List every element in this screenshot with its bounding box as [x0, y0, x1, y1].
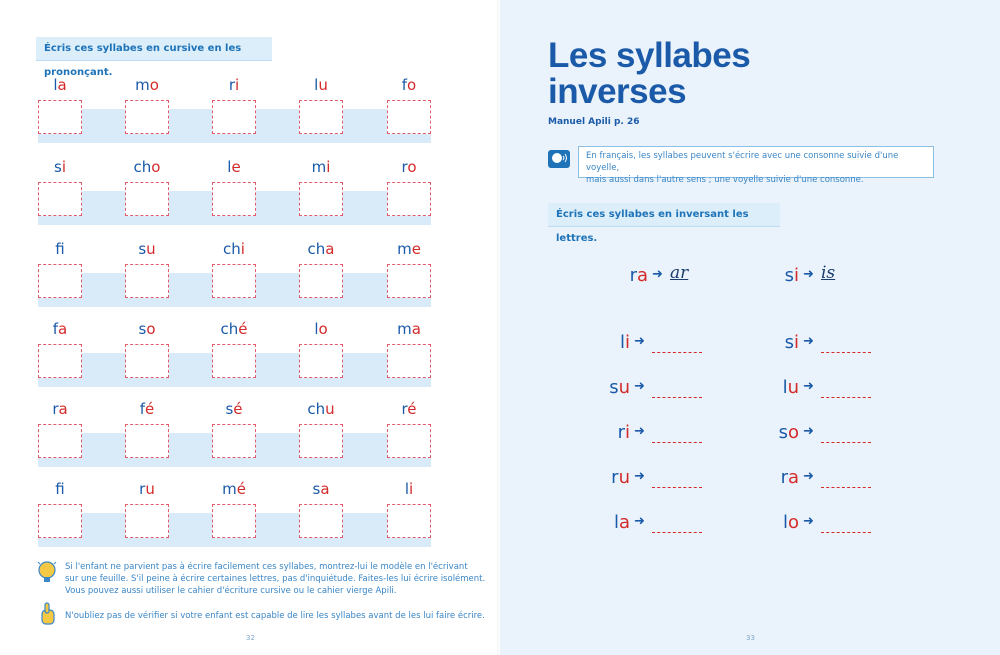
- writing-box[interactable]: [212, 100, 256, 134]
- syllable-cell: [387, 76, 431, 156]
- syllable-label: [18, 76, 102, 94]
- syllable-cell: [387, 320, 431, 400]
- writing-box[interactable]: [387, 182, 431, 216]
- syllable-label: [18, 320, 102, 338]
- syllable-label: [192, 480, 276, 498]
- syllable-vowel: i: [240, 240, 245, 258]
- syllable-vowel: o: [151, 158, 161, 176]
- syllable-consonant: l: [227, 158, 232, 176]
- syllable-row: [38, 480, 431, 560]
- manual-reference: Manuel Apili p. 26: [548, 117, 640, 127]
- answer-line[interactable]: [821, 352, 871, 353]
- writing-box[interactable]: [299, 182, 343, 216]
- arrow-right-icon: ➜: [634, 469, 645, 484]
- writing-box[interactable]: [387, 424, 431, 458]
- syllable-label: [18, 400, 102, 418]
- syllable-cell: [38, 240, 82, 320]
- syllable-consonant: s: [778, 422, 788, 443]
- syllable-label: [105, 480, 189, 498]
- syllable-cell: [125, 320, 169, 400]
- syllable-cell: [125, 158, 169, 238]
- syllable-cell: [387, 400, 431, 480]
- syllable-cell: [38, 400, 82, 480]
- syllable-cell: [387, 158, 431, 238]
- inversion-item: [749, 467, 909, 493]
- syllable-consonant: s: [609, 377, 619, 398]
- inversion-item: [749, 422, 909, 448]
- syllable-label: [279, 320, 363, 338]
- syllable-label: [192, 158, 276, 176]
- syllable-consonant: s: [312, 480, 321, 498]
- syllable-label: [749, 332, 799, 353]
- arrow-right-icon: ➜: [803, 469, 814, 484]
- syllable-vowel: a: [57, 76, 67, 94]
- writing-box[interactable]: [125, 344, 169, 378]
- syllable-consonant: m: [222, 480, 237, 498]
- writing-box[interactable]: [38, 264, 82, 298]
- syllable-cell: [299, 76, 343, 156]
- speaking-head-icon: [548, 150, 570, 168]
- writing-box[interactable]: [299, 424, 343, 458]
- syllable-label: [367, 320, 451, 338]
- arrow-right-icon: ➜: [803, 514, 814, 529]
- syllable-vowel: i: [793, 332, 799, 353]
- arrow-right-icon: ➜: [803, 267, 814, 282]
- writing-box[interactable]: [125, 100, 169, 134]
- syllable-consonant: s: [138, 320, 147, 338]
- inversion-item: [580, 422, 740, 448]
- syllable-vowel: é: [233, 400, 243, 418]
- syllable-label: [367, 400, 451, 418]
- syllable-label: [580, 512, 630, 533]
- lightbulb-icon: [36, 560, 58, 584]
- syllable-vowel: a: [618, 512, 630, 533]
- syllable-consonant: ch: [220, 320, 239, 338]
- syllable-consonant: ch: [223, 240, 241, 258]
- writing-box[interactable]: [212, 504, 256, 538]
- syllable-label: [192, 400, 276, 418]
- syllable-cell: [212, 480, 256, 560]
- syllable-label: [18, 240, 102, 258]
- syllable-consonant: l: [782, 377, 788, 398]
- syllable-vowel: o: [318, 320, 328, 338]
- syllable-consonant: f: [55, 240, 65, 258]
- syllable-label: [105, 158, 189, 176]
- syllable-consonant: r: [611, 467, 619, 488]
- syllable-vowel: a: [58, 320, 68, 338]
- syllable-label: [580, 377, 630, 398]
- arrow-right-icon: ➜: [634, 379, 645, 394]
- arrow-right-icon: ➜: [634, 424, 645, 439]
- writing-box[interactable]: [38, 344, 82, 378]
- syllable-vowel: u: [787, 377, 799, 398]
- syllable-label: [105, 76, 189, 94]
- syllable-vowel: i: [624, 422, 630, 443]
- syllable-cell: [212, 158, 256, 238]
- syllable-cell: [38, 320, 82, 400]
- syllable-label: [367, 76, 451, 94]
- syllable-vowel: e: [411, 240, 421, 258]
- syllable-cell: [299, 480, 343, 560]
- syllable-consonant: l: [613, 512, 619, 533]
- syllable-consonant: l: [53, 76, 58, 94]
- syllable-vowel: a: [411, 320, 421, 338]
- syllable-label: [367, 480, 451, 498]
- syllable-consonant: r: [401, 400, 408, 418]
- syllable-consonant: r: [617, 422, 625, 443]
- syllable-consonant: ch: [307, 240, 326, 258]
- syllable-vowel: u: [618, 467, 630, 488]
- syllable-row: [38, 76, 431, 156]
- answer-line[interactable]: [821, 487, 871, 488]
- syllable-cell: [212, 320, 256, 400]
- syllable-label: [105, 240, 189, 258]
- raised-finger-icon: [36, 602, 58, 626]
- syllable-consonant: s: [54, 158, 62, 176]
- page-number: 33: [746, 634, 755, 642]
- syllable-cell: [38, 76, 82, 156]
- arrow-right-icon: ➜: [652, 267, 663, 282]
- inversion-item: [749, 265, 909, 291]
- writing-box[interactable]: [299, 100, 343, 134]
- writing-box[interactable]: [387, 264, 431, 298]
- syllable-vowel: é: [407, 400, 417, 418]
- syllable-consonant: l: [314, 320, 319, 338]
- writing-box[interactable]: [125, 504, 169, 538]
- inversion-item: [580, 512, 740, 538]
- syllable-vowel: i: [326, 158, 331, 176]
- syllable-consonant: f: [52, 320, 59, 338]
- instruction-banner: Écris ces syllabes en cursive en les prononçant.: [36, 37, 272, 61]
- syllable-vowel: i: [409, 480, 414, 498]
- syllable-vowel: o: [149, 76, 159, 94]
- syllable-vowel: o: [787, 512, 799, 533]
- syllable-cell: [125, 400, 169, 480]
- writing-box[interactable]: [212, 424, 256, 458]
- page-number: 32: [246, 634, 255, 642]
- syllable-consonant: l: [404, 480, 409, 498]
- syllable-label: [598, 265, 648, 286]
- arrow-right-icon: ➜: [634, 334, 645, 349]
- syllable-label: [192, 320, 276, 338]
- writing-box[interactable]: [38, 504, 82, 538]
- syllable-vowel: o: [407, 158, 417, 176]
- syllable-label: [749, 422, 799, 443]
- syllable-label: [580, 422, 630, 443]
- syllable-consonant: r: [629, 265, 637, 286]
- syllable-row: [38, 158, 431, 238]
- tip-text: Si l'enfant ne parvient pas à écrire facilement ces syllabes, montrez-lui le modèle en l'écrivant sur une feuille. S'il peine à écrire certaines lettres, pas d'inquiétude. Faites-les lui écrire isolément. Vous pouvez aussi utiliser le cahier d'écriture cursive ou le cahier vierge Apili.: [65, 562, 486, 596]
- writing-box[interactable]: [212, 344, 256, 378]
- syllable-consonant: r: [401, 158, 408, 176]
- syllable-cell: [212, 76, 256, 156]
- syllable-label: [580, 332, 630, 353]
- syllable-consonant: l: [619, 332, 625, 353]
- answer-line[interactable]: [821, 442, 871, 443]
- writing-box[interactable]: [38, 424, 82, 458]
- syllable-label: [279, 480, 363, 498]
- writing-box[interactable]: [212, 264, 256, 298]
- syllable-label: [18, 480, 102, 498]
- syllable-vowel: i: [624, 332, 630, 353]
- syllable-label: [367, 158, 451, 176]
- syllable-vowel: o: [146, 320, 156, 338]
- syllable-consonant: s: [225, 400, 234, 418]
- writing-box[interactable]: [299, 504, 343, 538]
- syllable-vowel: é: [238, 320, 248, 338]
- answer-line[interactable]: [652, 487, 702, 488]
- rule-explanation: En français, les syllabes peuvent s'écrire avec une consonne suivie d'une voyelle, mais aussi dans l'autre sens ; une voyelle suivie d'une consonne.: [578, 146, 934, 178]
- syllable-consonant: s: [784, 265, 794, 286]
- syllable-vowel: i: [793, 265, 799, 286]
- inversion-item: [749, 512, 909, 538]
- inversion-item: [749, 377, 909, 403]
- writing-box[interactable]: [125, 264, 169, 298]
- answer-line[interactable]: [821, 397, 871, 398]
- syllable-consonant: r: [139, 480, 146, 498]
- answer-line[interactable]: [652, 397, 702, 398]
- writing-box[interactable]: [299, 344, 343, 378]
- syllable-vowel: a: [58, 400, 68, 418]
- syllable-cell: [125, 76, 169, 156]
- syllable-label: [279, 240, 363, 258]
- syllable-vowel: i: [61, 158, 66, 176]
- syllable-consonant: r: [780, 467, 788, 488]
- syllable-vowel: u: [146, 240, 156, 258]
- syllable-consonant: r: [52, 400, 59, 418]
- answer-line[interactable]: [652, 352, 702, 353]
- syllable-row: [38, 240, 431, 320]
- syllable-label: [749, 512, 799, 533]
- syllable-cell: [125, 480, 169, 560]
- syllable-consonant: l: [782, 512, 788, 533]
- syllable-consonant: f: [55, 480, 65, 498]
- writing-box[interactable]: [387, 344, 431, 378]
- writing-box[interactable]: [38, 182, 82, 216]
- arrow-right-icon: ➜: [803, 334, 814, 349]
- syllable-consonant: m: [311, 158, 327, 176]
- syllable-vowel: i: [235, 76, 240, 94]
- syllable-label: [279, 158, 363, 176]
- syllable-consonant: ch: [307, 400, 326, 418]
- inversion-item: [749, 332, 909, 358]
- syllable-vowel: u: [145, 480, 155, 498]
- syllable-consonant: s: [138, 240, 147, 258]
- syllable-consonant: r: [228, 76, 235, 94]
- syllable-label: [18, 158, 102, 176]
- syllable-consonant: ch: [133, 158, 152, 176]
- syllable-label: [367, 240, 451, 258]
- answer-line[interactable]: [652, 442, 702, 443]
- syllable-cell: [38, 480, 82, 560]
- syllable-label: [749, 467, 799, 488]
- syllable-row: [38, 320, 431, 400]
- writing-box[interactable]: [38, 100, 82, 134]
- syllable-label: [192, 240, 276, 258]
- syllable-consonant: l: [314, 76, 319, 94]
- syllable-label: [105, 320, 189, 338]
- syllable-cell: [387, 480, 431, 560]
- syllable-label: [192, 76, 276, 94]
- inversion-item: [580, 467, 740, 493]
- writing-box[interactable]: [212, 182, 256, 216]
- arrow-right-icon: ➜: [803, 379, 814, 394]
- writing-box[interactable]: [387, 100, 431, 134]
- instruction-banner: Écris ces syllabes en inversant les lettres.: [548, 203, 780, 227]
- syllable-cell: [125, 240, 169, 320]
- syllable-vowel: u: [325, 400, 335, 418]
- syllable-consonant: m: [397, 240, 412, 258]
- arrow-right-icon: ➜: [803, 424, 814, 439]
- writing-box[interactable]: [125, 182, 169, 216]
- writing-box[interactable]: [125, 424, 169, 458]
- syllable-vowel: a: [320, 480, 330, 498]
- syllable-label: [279, 400, 363, 418]
- syllable-cell: [38, 158, 82, 238]
- syllable-cell: [299, 400, 343, 480]
- syllable-label: [105, 400, 189, 418]
- arrow-right-icon: ➜: [634, 514, 645, 529]
- syllable-cell: [387, 240, 431, 320]
- writing-box[interactable]: [299, 264, 343, 298]
- syllable-cell: [299, 320, 343, 400]
- syllable-vowel: é: [236, 480, 246, 498]
- syllable-vowel: o: [407, 76, 417, 94]
- syllable-cell: [299, 158, 343, 238]
- inversion-item: [580, 332, 740, 358]
- syllable-consonant: m: [397, 320, 412, 338]
- syllable-cell: [212, 400, 256, 480]
- syllable-vowel: u: [618, 377, 630, 398]
- syllable-consonant: s: [784, 332, 794, 353]
- syllable-vowel: a: [787, 467, 799, 488]
- syllable-consonant: m: [135, 76, 150, 94]
- answer-line[interactable]: [652, 532, 702, 533]
- syllable-vowel: a: [325, 240, 335, 258]
- inversion-item: [598, 265, 758, 291]
- answer-line[interactable]: [821, 532, 871, 533]
- syllable-vowel: e: [231, 158, 241, 176]
- syllable-vowel: u: [318, 76, 328, 94]
- syllable-label: [749, 265, 799, 286]
- syllable-cell: [299, 240, 343, 320]
- syllable-vowel: a: [636, 265, 648, 286]
- syllable-row: [38, 400, 431, 480]
- syllable-vowel: o: [787, 422, 799, 443]
- syllable-cell: [212, 240, 256, 320]
- syllable-consonant: f: [139, 400, 146, 418]
- example-answer: is: [821, 263, 836, 283]
- inversion-item: [580, 377, 740, 403]
- syllable-label: [749, 377, 799, 398]
- syllable-vowel: é: [145, 400, 155, 418]
- reminder-text: N'oubliez pas de vérifier si votre enfant est capable de lire les syllabes avant de les lui faire écrire.: [65, 611, 485, 621]
- syllable-label: [580, 467, 630, 488]
- writing-box[interactable]: [387, 504, 431, 538]
- example-answer: ar: [670, 263, 689, 283]
- syllable-consonant: f: [401, 76, 408, 94]
- page-title: Les syllabes inverses: [548, 36, 751, 111]
- syllable-label: [279, 76, 363, 94]
